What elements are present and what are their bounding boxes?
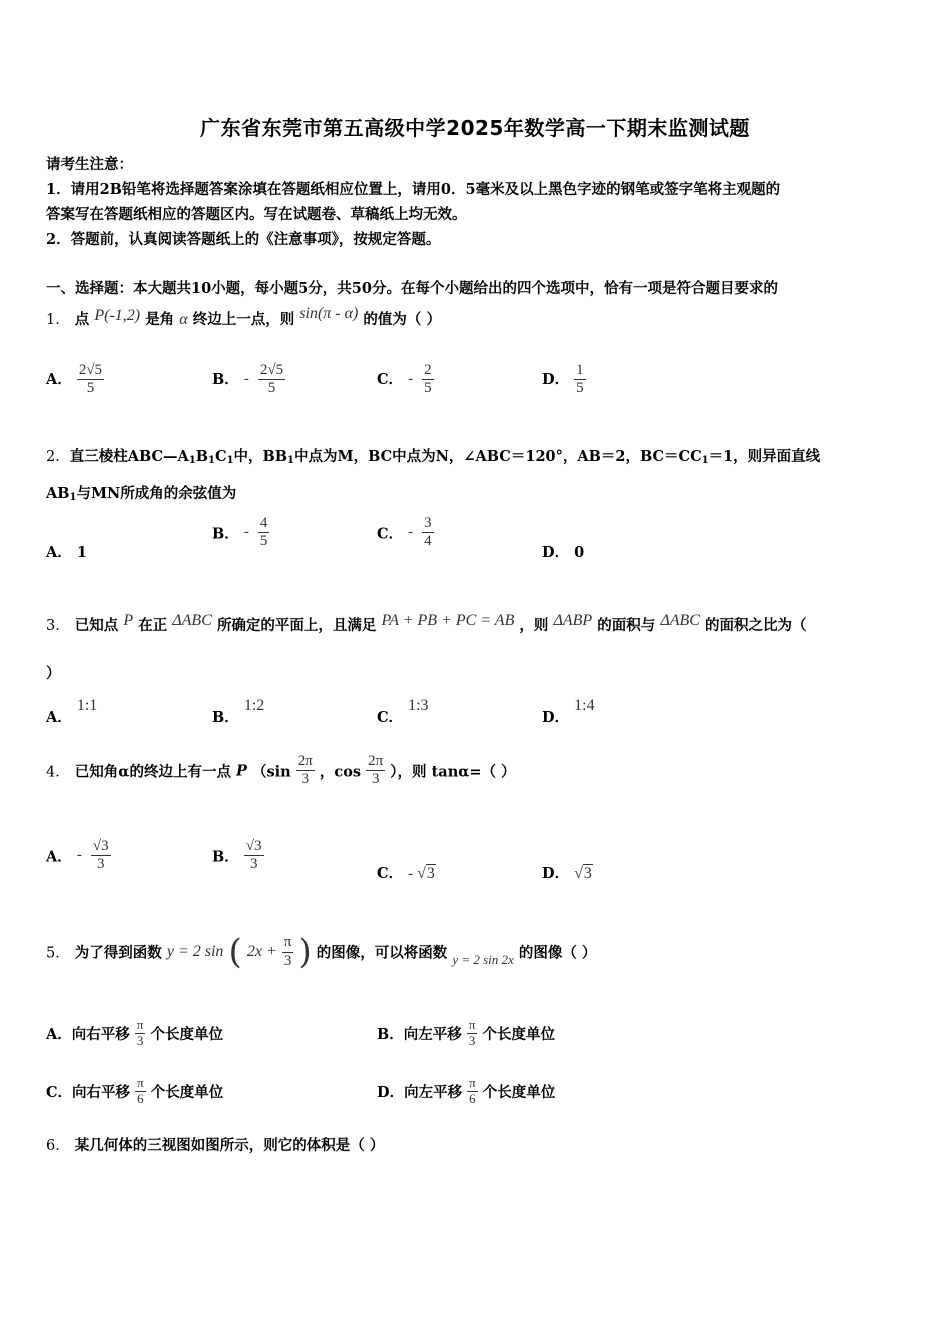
question-text: 的面积与 <box>597 617 656 634</box>
question-6 <box>46 1134 384 1155</box>
numerator: 4 <box>258 515 270 533</box>
option-b[interactable] <box>212 515 269 551</box>
option-d[interactable] <box>542 697 595 727</box>
math-expression: P(-1,2) <box>94 307 141 324</box>
section-1-heading: 一、选择题：本大题共10小题，每小题5分，共50分。在每个小题给出的四个选项中，恰有一项是符合题目要求的 <box>46 280 778 297</box>
square-root: √3 <box>574 865 592 882</box>
question-text: 已知点 <box>74 617 119 634</box>
question-1 <box>46 305 441 329</box>
math-expression: y = 2 sin <box>166 943 224 960</box>
denominator: 3 <box>301 771 310 788</box>
option-value: 1 <box>76 544 87 561</box>
fraction <box>366 753 385 789</box>
question-text: 点 <box>74 311 90 328</box>
subscript: 1 <box>188 455 196 466</box>
question-5 <box>46 932 596 972</box>
option-c[interactable] <box>377 697 429 727</box>
notice-line-3: 2．答题前，认真阅读答题纸上的《注意事项》，按规定答题。 <box>46 231 441 248</box>
denominator: 6 <box>137 1090 144 1106</box>
option-label: C． <box>377 370 404 388</box>
numerator: 2π <box>366 753 385 771</box>
option-d[interactable] <box>542 862 593 883</box>
math-expression: ΔABP <box>553 612 593 629</box>
option-label: B． <box>212 525 239 543</box>
denominator: 3 <box>468 1032 476 1048</box>
option-label: D． <box>542 544 570 561</box>
option-a[interactable] <box>46 1018 223 1049</box>
option-value: 1:1 <box>76 697 98 714</box>
math-symbol: P <box>236 762 247 780</box>
radicand: 3 <box>583 865 592 882</box>
option-text: 个长度单位 <box>150 1025 223 1043</box>
question-text: 终边上一点，则 <box>192 311 295 328</box>
option-text: 个长度单位 <box>482 1083 556 1101</box>
option-label: A． <box>46 544 72 561</box>
question-number: 6． <box>46 1138 70 1154</box>
question-text: ，则 <box>519 617 549 634</box>
fraction <box>422 362 434 398</box>
question-2-line-2 <box>46 482 236 503</box>
question-text: B <box>195 448 209 465</box>
option-a[interactable] <box>46 838 111 874</box>
question-text: 与MN所成角的余弦值为 <box>76 485 237 502</box>
option-value: 1:4 <box>574 697 595 714</box>
math-expression: sin(π - α) <box>299 305 359 322</box>
option-label: D． <box>542 709 570 726</box>
minus-sign: - <box>408 524 414 541</box>
question-text: 在正 <box>138 617 168 634</box>
math-expression: 2x + <box>246 943 277 960</box>
question-4 <box>46 753 516 789</box>
question-number: 2． <box>46 449 70 465</box>
question-number: 3． <box>46 618 70 634</box>
numerator: 2√5 <box>258 362 285 380</box>
question-text: 所确定的平面上，且满足 <box>216 617 377 634</box>
option-c[interactable] <box>377 362 434 398</box>
numerator: π <box>469 1075 476 1090</box>
option-label: C．向右平移 <box>46 1083 131 1101</box>
question-3-line-2: ） <box>46 665 61 682</box>
fraction <box>296 753 315 789</box>
option-label: B． <box>212 848 239 866</box>
option-label: D．向左平移 <box>377 1083 463 1101</box>
numerator: π <box>137 1075 144 1090</box>
option-label: C． <box>377 865 404 882</box>
fraction <box>422 515 434 551</box>
fraction <box>135 1018 146 1049</box>
option-c[interactable] <box>377 862 436 883</box>
subscript: 1 <box>226 455 234 466</box>
numerator: 3 <box>422 515 434 533</box>
radicand: 3 <box>426 865 435 882</box>
denominator: 5 <box>86 380 95 397</box>
option-label: C． <box>377 525 404 543</box>
numerator: π <box>468 1017 476 1032</box>
question-text: ＝1，则异面直线 <box>708 448 821 465</box>
option-text: 个长度单位 <box>482 1025 555 1043</box>
question-3 <box>46 612 806 635</box>
question-text: 中点为M，BC中点为N，∠ABC＝120°，AB＝2，BC＝CC <box>294 448 702 465</box>
option-a[interactable] <box>46 541 87 562</box>
notice-heading: 请考生注意： <box>46 156 133 173</box>
subscript: 1 <box>208 455 216 466</box>
math-expression: PA + PB + PC = AB <box>381 612 515 629</box>
minus-sign: - <box>243 371 249 388</box>
denominator: 4 <box>424 533 432 550</box>
option-b[interactable] <box>212 697 264 727</box>
question-text: 中，BB <box>233 448 288 465</box>
denominator: 5 <box>267 380 276 397</box>
option-d[interactable] <box>542 541 584 562</box>
option-label: B． <box>212 370 239 388</box>
question-2 <box>46 445 820 466</box>
question-text: 是角 <box>145 311 175 328</box>
option-b[interactable] <box>212 362 285 398</box>
denominator: 3 <box>136 1032 144 1048</box>
denominator: 5 <box>576 380 584 397</box>
option-label: D． <box>542 865 570 882</box>
option-c[interactable] <box>377 515 434 551</box>
fraction <box>244 838 264 874</box>
math-expression: ΔABC <box>660 612 700 629</box>
fraction <box>467 1076 478 1107</box>
fraction <box>135 1076 146 1107</box>
option-label: A． <box>46 709 72 726</box>
math-symbol: α <box>179 311 188 328</box>
question-number: 1． <box>46 312 70 328</box>
option-c[interactable] <box>46 1076 223 1107</box>
denominator: 3 <box>97 856 105 873</box>
fraction <box>282 934 294 970</box>
question-text: ），则 tanα=（ ） <box>390 763 516 781</box>
fraction <box>258 515 270 551</box>
subscript: 1 <box>287 455 295 466</box>
option-label: A． <box>46 370 72 388</box>
fraction <box>467 1018 478 1049</box>
question-number: 5． <box>46 945 70 962</box>
page-title: 广东省东莞市第五高级中学2025年数学高一下期末监测试题 <box>200 116 750 140</box>
question-text: （sin <box>252 763 291 781</box>
minus-sign: - <box>76 847 82 864</box>
question-text: AB <box>46 485 70 502</box>
subscript: 1 <box>69 492 77 503</box>
option-label: B． <box>212 709 239 726</box>
option-value: 0 <box>574 544 585 561</box>
option-d[interactable] <box>542 362 586 398</box>
notice-line-2: 答案写在答题纸相应的答题区内。写在试题卷、草稿纸上均无效。 <box>46 206 467 223</box>
question-text: 的图像（ ） <box>518 944 597 962</box>
numerator: 2√5 <box>77 362 104 380</box>
question-text: 某几何体的三视图如图所示，则它的体积是（ ） <box>74 1137 385 1154</box>
question-text: 已知角α的终边上有一点 <box>74 763 231 781</box>
math-symbol: P <box>123 612 134 629</box>
question-text: 的图像，可以将函数 <box>316 944 448 962</box>
math-expression: y = 2 sin 2x <box>452 952 514 967</box>
math-expression: ΔABC <box>172 612 212 629</box>
notice-line-1: 1．请用2B铅笔将选择题答案涂填在答题纸相应位置上，请用0．5毫米及以上黑色字迹的钢笔或签字笔将主观题的 <box>46 181 781 198</box>
denominator: 5 <box>259 533 268 550</box>
question-text: 直三棱柱ABC—A <box>69 448 189 465</box>
option-a[interactable] <box>46 362 104 398</box>
numerator: √3 <box>91 838 111 856</box>
option-value: 1:2 <box>243 697 265 714</box>
minus-sign: - <box>408 865 414 882</box>
left-paren: ( <box>228 932 242 972</box>
denominator: 3 <box>371 771 380 788</box>
option-a[interactable] <box>46 697 97 727</box>
option-b[interactable] <box>212 838 264 874</box>
fraction <box>77 362 104 398</box>
question-text: 为了得到函数 <box>74 944 162 962</box>
option-d[interactable] <box>377 1076 555 1107</box>
option-label: A． <box>46 848 72 866</box>
denominator: 3 <box>283 952 292 969</box>
option-b[interactable] <box>377 1018 555 1049</box>
numerator: 2π <box>296 753 315 771</box>
option-label: B．向左平移 <box>377 1025 462 1043</box>
question-text: ，cos <box>319 763 362 781</box>
option-value: 1:3 <box>408 697 429 714</box>
numerator: 1 <box>574 362 586 380</box>
right-paren: ) <box>298 932 312 972</box>
denominator: 5 <box>424 380 432 397</box>
numerator: √3 <box>244 838 264 856</box>
option-label: D． <box>542 370 570 388</box>
denominator: 3 <box>249 856 258 873</box>
subscript: 1 <box>701 455 709 466</box>
numerator: π <box>136 1017 144 1032</box>
minus-sign: - <box>243 524 249 541</box>
question-text: C <box>215 448 227 465</box>
option-label: A．向右平移 <box>46 1025 130 1043</box>
minus-sign: - <box>408 371 414 388</box>
fraction <box>574 362 586 398</box>
option-label: C． <box>377 709 404 726</box>
numerator: π <box>282 934 294 952</box>
fraction <box>258 362 285 398</box>
question-text: 的面积之比为（ <box>704 617 807 634</box>
fraction <box>91 838 111 874</box>
square-root: √3 <box>417 865 435 882</box>
option-text: 个长度单位 <box>150 1083 224 1101</box>
denominator: 6 <box>469 1090 476 1106</box>
question-number: 4． <box>46 764 70 781</box>
question-text: 的值为（ ） <box>363 311 441 328</box>
numerator: 2 <box>422 362 434 380</box>
